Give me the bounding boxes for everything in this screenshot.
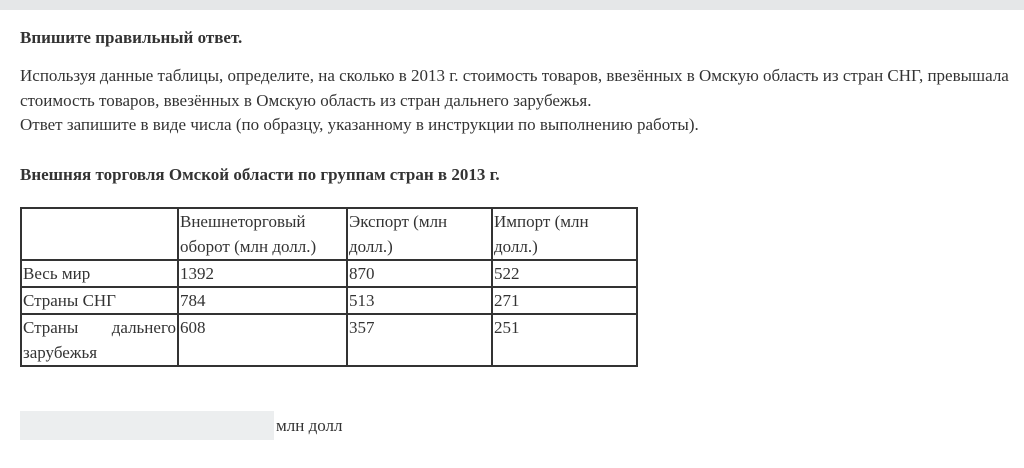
cell-export: 870 xyxy=(347,260,492,287)
question-line-1: Используя данные таблицы, определите, на сколько в 2013 г. стоимость товаров, ввезённых в Омскую область из стран СНГ, превышала стоимость товаров, ввезённых в Омскую область из стран дальнего зарубежья. xyxy=(20,66,1009,110)
row-label-word-1: Страны xyxy=(23,317,79,337)
cell-turnover: 1392 xyxy=(178,260,347,287)
header-cell-export: Экспорт (млн долл.) xyxy=(347,208,492,260)
table-header-row xyxy=(21,208,637,260)
cell-import: 251 xyxy=(492,314,637,366)
table-row xyxy=(21,287,637,314)
row-label: Страны СНГ xyxy=(21,287,178,314)
cell-import: 271 xyxy=(492,287,637,314)
row-label-word-2: дальнего xyxy=(111,317,176,337)
cell-export: 357 xyxy=(347,314,492,366)
row-label-line-1 xyxy=(23,315,176,340)
table-row xyxy=(21,260,637,287)
table-title: Внешняя торговля Омской области по группам стран в 2013 г. xyxy=(20,164,500,184)
answer-unit: млн долл xyxy=(276,415,343,435)
task-instruction: Впишите правильный ответ. xyxy=(20,28,243,47)
question-line-2: Ответ запишите в виде числа (по образцу, указанному в инструкции по выполнению работы). xyxy=(20,115,699,134)
row-label xyxy=(21,314,178,366)
cell-export: 513 xyxy=(347,287,492,314)
top-bar xyxy=(0,0,1024,10)
trade-table xyxy=(20,207,638,367)
header-cell-empty xyxy=(21,208,178,260)
cell-import: 522 xyxy=(492,260,637,287)
row-label: Весь мир xyxy=(21,260,178,287)
table-row xyxy=(21,314,637,366)
answer-row xyxy=(20,411,342,440)
question-text xyxy=(20,64,1010,138)
cell-turnover: 784 xyxy=(178,287,347,314)
header-cell-turnover: Внешнеторговый оборот (млн долл.) xyxy=(178,208,347,260)
cell-turnover: 608 xyxy=(178,314,347,366)
task-content xyxy=(20,26,1010,367)
header-cell-import: Импорт (млн долл.) xyxy=(492,208,637,260)
answer-input[interactable] xyxy=(20,411,274,440)
row-label-line-2: зарубежья xyxy=(23,342,98,362)
